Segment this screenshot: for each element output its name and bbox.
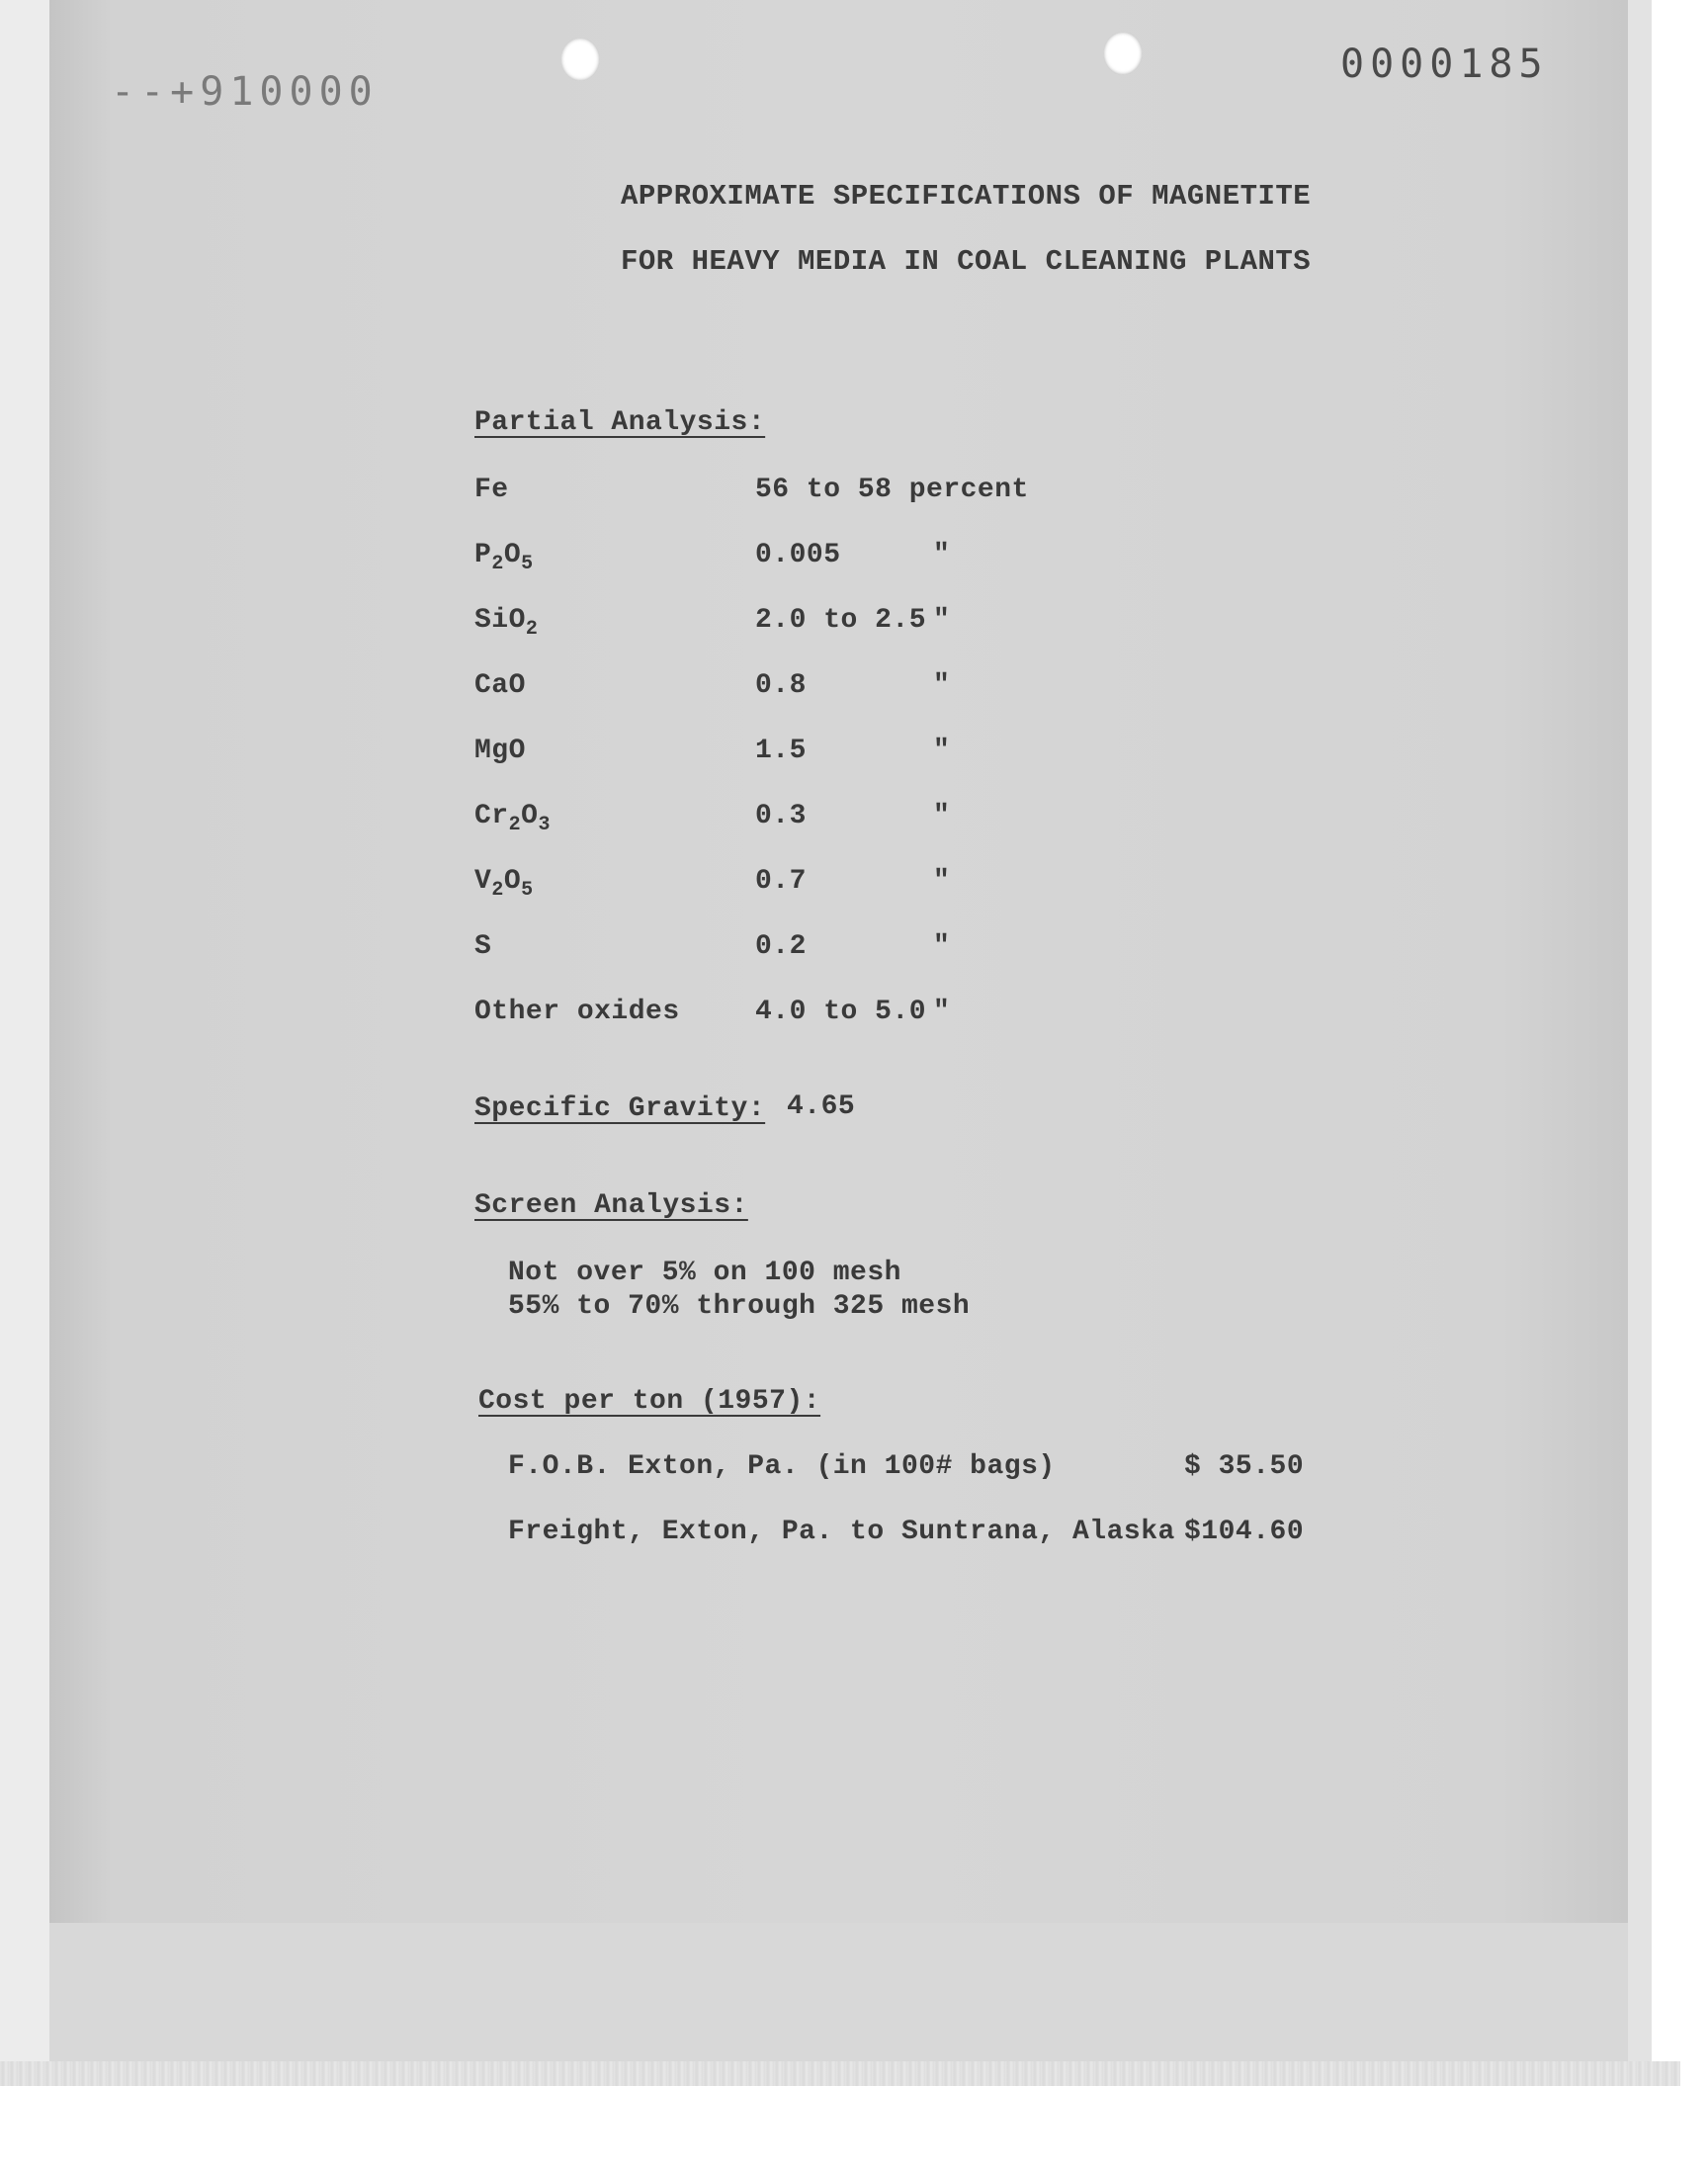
formula-subscript: 2 <box>525 618 539 641</box>
scan-left-margin <box>0 0 49 2086</box>
element-label <box>474 997 680 1027</box>
element-value: 1.5 <box>755 736 807 766</box>
element-value: 0.2 <box>755 931 807 962</box>
specific-gravity-value: 4.65 <box>787 1091 856 1122</box>
element-label <box>474 931 491 962</box>
formula-part: O <box>503 866 522 897</box>
element-label <box>474 736 526 766</box>
formula-part: Cr <box>474 801 509 831</box>
formula-part: O <box>521 801 539 831</box>
ditto-mark: " <box>933 540 951 570</box>
document-number-stamp-right: 0000185 <box>1340 42 1549 87</box>
formula-part: Fe <box>474 475 509 505</box>
partial-analysis-heading: Partial Analysis: <box>474 407 766 438</box>
scan-right-margin <box>1628 0 1652 2086</box>
cost-item-label: Freight, Exton, Pa. to Suntrana, Alaska <box>508 1517 1175 1547</box>
formula-subscript: 3 <box>538 814 551 836</box>
formula-part: MgO <box>474 736 526 766</box>
formula-part: O <box>503 540 522 570</box>
element-label <box>474 670 526 701</box>
title-line-2: FOR HEAVY MEDIA IN COAL CLEANING PLANTS <box>621 245 1312 278</box>
ditto-mark: " <box>933 736 951 766</box>
formula-subscript: 2 <box>491 553 504 575</box>
element-label <box>474 540 534 575</box>
ditto-mark: " <box>933 605 951 636</box>
formula-subscript: 2 <box>508 814 522 836</box>
punch-hole-left <box>560 38 600 81</box>
cost-item-amount: $ 35.50 <box>1184 1451 1305 1482</box>
ditto-mark: " <box>933 997 951 1027</box>
page-bottom-band <box>49 1923 1628 2061</box>
ditto-mark: " <box>933 866 951 897</box>
element-label <box>474 475 509 505</box>
formula-part: Other oxides <box>474 997 680 1027</box>
ditto-mark: " <box>933 801 951 831</box>
formula-subscript: 5 <box>521 553 534 575</box>
formula-part: P <box>474 540 492 570</box>
screen-analysis-line: 55% to 70% through 325 mesh <box>508 1291 971 1322</box>
element-value: 2.0 to 2.5 <box>755 605 927 636</box>
document-page <box>49 0 1628 2061</box>
element-value: 0.7 <box>755 866 807 897</box>
ditto-mark: " <box>933 931 951 962</box>
scan-bottom-edge <box>0 2061 1680 2086</box>
element-label <box>474 866 534 902</box>
formula-subscript: 5 <box>521 879 534 902</box>
element-value: 56 to 58 percent <box>755 475 1029 505</box>
title-line-1: APPROXIMATE SPECIFICATIONS OF MAGNETITE <box>621 180 1312 213</box>
formula-part: V <box>474 866 492 897</box>
cost-heading: Cost per ton (1957): <box>478 1386 821 1417</box>
screen-analysis-heading: Screen Analysis: <box>474 1190 748 1221</box>
formula-part: CaO <box>474 670 526 701</box>
formula-part: S <box>474 931 492 962</box>
element-label <box>474 801 551 836</box>
cost-item-amount: $104.60 <box>1184 1517 1305 1547</box>
screen-analysis-line: Not over 5% on 100 mesh <box>508 1258 901 1288</box>
element-value: 0.3 <box>755 801 807 831</box>
element-value: 0.005 <box>755 540 841 570</box>
formula-part: SiO <box>474 605 526 636</box>
punch-hole-right <box>1103 32 1143 75</box>
formula-subscript: 2 <box>491 879 504 902</box>
element-value: 4.0 to 5.0 <box>755 997 927 1027</box>
element-label <box>474 605 539 641</box>
document-number-stamp-left: --+910000 <box>111 69 379 115</box>
specific-gravity-heading: Specific Gravity: <box>474 1093 766 1124</box>
element-value: 0.8 <box>755 670 807 701</box>
ditto-mark: " <box>933 670 951 701</box>
cost-item-label: F.O.B. Exton, Pa. (in 100# bags) <box>508 1451 1056 1482</box>
